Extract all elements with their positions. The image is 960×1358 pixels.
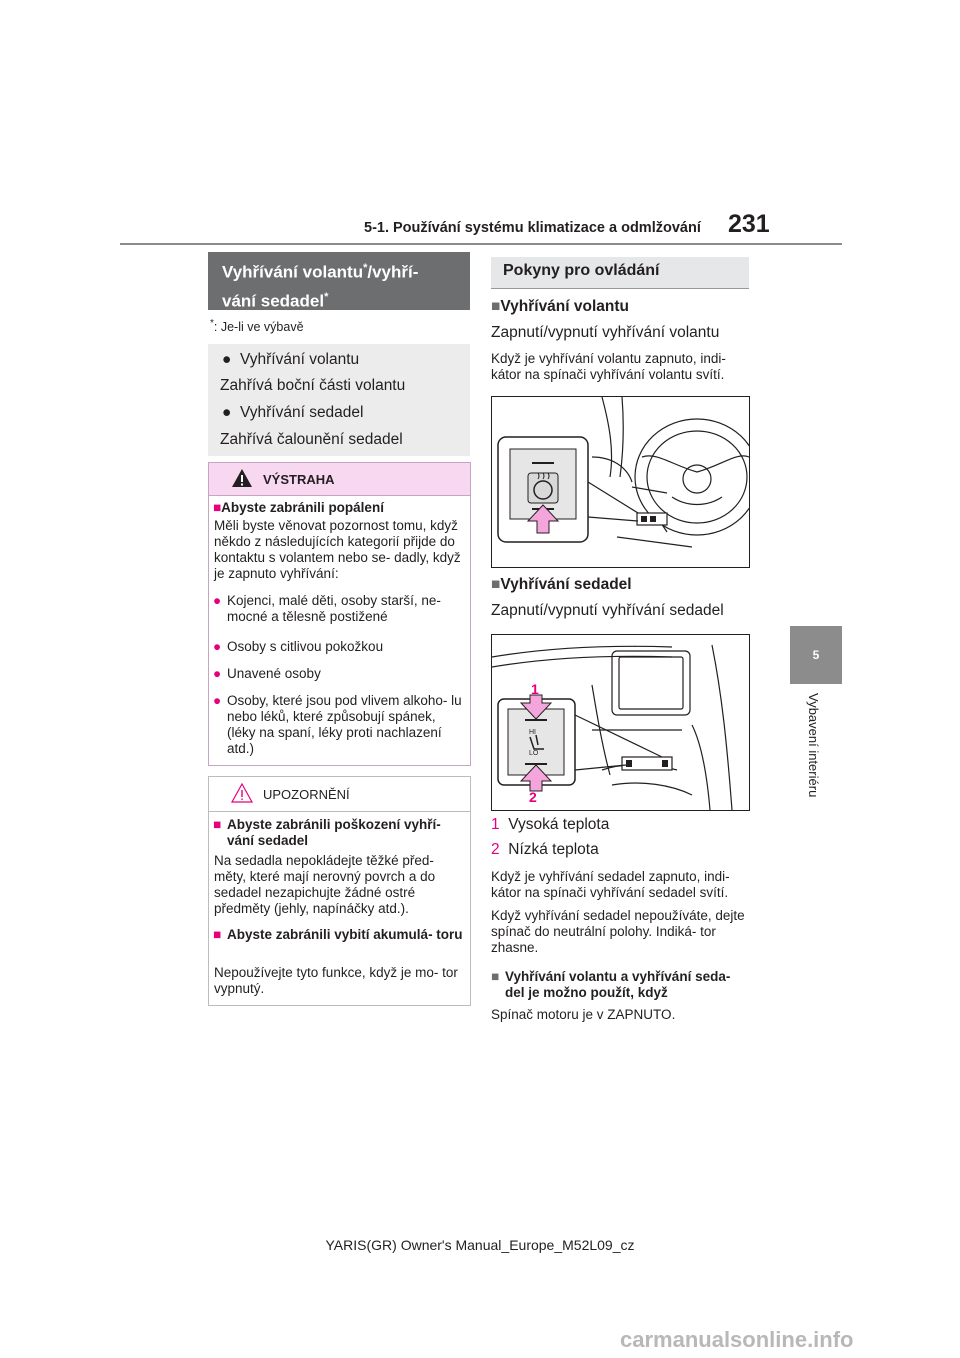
caution-block1-text: Na sedadla nepokládejte těžké před- měty, které mají nerovný povrch a do sedadel nezapichujte žádné ostré předměty (jehly, napínáčky atd.). (214, 853, 436, 916)
warning-header (209, 463, 470, 496)
caution-box (208, 776, 471, 1006)
fig-hi-label: HI (529, 729, 536, 736)
caution-block2-title: ■ Abyste zabránili vybití akumulá- toru (213, 927, 463, 942)
bullet-dot-icon: ● (222, 351, 240, 368)
fig-lo-label: LO (529, 750, 539, 757)
warning-box (208, 462, 471, 766)
pink-dot-icon: ● (213, 639, 222, 654)
feature-desc-1: Zahřívá boční části volantu (220, 377, 406, 394)
legend-text: Vysoká teplota (508, 816, 610, 833)
seat-heading: ■Vyhřívání sedadel (491, 576, 632, 593)
chapter-tab: 5 (790, 626, 842, 684)
section-title: 5-1. Používání systému klimatizace a odmlžování (364, 220, 701, 236)
left-section-heading (208, 252, 470, 310)
square-bullet-icon: ■ (213, 927, 222, 942)
footer-text: YARIS(GR) Owner's Manual_Europe_M52L09_cz (325, 1237, 635, 1253)
legend-num: 2 (491, 841, 500, 858)
seat-heater-figure (491, 634, 750, 811)
dashboard-illustration (492, 635, 749, 810)
warning-intro: Měli byste věnovat pozornost tomu, když někdo z následujících kategorií přijde do kontaktu s volantem nebo se- dadly, když je zapnuto vyhřívání: (214, 518, 461, 581)
heading-text-2: /vyhří- (367, 262, 419, 282)
header-rule (120, 243, 842, 245)
watermark: carmanualsonline.info (620, 1327, 854, 1352)
chapter-label: Vybavení interiéru (806, 693, 821, 798)
caution-header (209, 777, 470, 812)
warning-item-1: ● Kojenci, malé děti, osoby starší, ne- mocné a tělesně postižené (213, 593, 441, 624)
warning-title: VÝSTRAHA (263, 472, 335, 487)
caution-triangle-icon (231, 783, 253, 803)
feature-title-1: ● Vyhřívání volantu (222, 351, 360, 368)
right-section-heading: Pokyny pro ovládání (491, 257, 749, 289)
bullet-dot-icon: ● (222, 404, 240, 421)
steering-wheel-illustration (492, 397, 749, 567)
feature-title-2: ● Vyhřívání sedadel (222, 404, 364, 421)
wheel-action: Zapnutí/vypnutí vyhřívání volantu (491, 324, 720, 341)
feature-desc-2: Zahřívá čalounění sedadel (220, 431, 403, 448)
warning-item-4: ● Osoby, které jsou pod vlivem alkoho- lu nebo léků, které způsobují spánek, (léky na spaní, léky proti nachlazení atd.) (213, 693, 462, 756)
wheel-note: Když je vyhřívání volantu zapnuto, indi- kátor na spínači vyhřívání volantu svítí. (491, 351, 726, 382)
seat-action: Zapnutí/vypnutí vyhřívání sedadel (491, 602, 724, 619)
legend-item-1 (491, 815, 609, 834)
legend-text: Nízká teplota (508, 841, 599, 858)
footnote-star: * (210, 318, 214, 329)
square-bullet-icon: ■ (213, 500, 222, 515)
footnote (210, 318, 304, 334)
legend-num: 1 (491, 816, 500, 833)
info-title: ■ Vyhřívání volantu a vyhřívání seda- del je možno použít, když (491, 969, 731, 1000)
fig-callout-1: 1 (531, 681, 539, 697)
seat-note-1: Když je vyhřívání sedadel zapnuto, indi- kátor na spínači vyhřívání sedadel svítí. (491, 869, 730, 900)
legend-item-2 (491, 840, 599, 859)
fig-callout-2: 2 (529, 789, 537, 805)
footnote-text: : Je-li ve výbavě (213, 320, 304, 335)
feature-box (208, 344, 470, 456)
warning-triangle-icon (231, 468, 253, 488)
square-bullet-icon: ■ (491, 576, 501, 593)
info-text: Spínač motoru je v ZAPNUTO. (491, 1007, 676, 1022)
pink-dot-icon: ● (213, 693, 222, 708)
seat-note-2: Když vyhřívání sedadel nepoužíváte, dejte spínač do neutrální polohy. Indiká- tor zhasne. (491, 908, 745, 955)
heading-text-3: vání sedadel (222, 291, 325, 311)
page-number: 231 (728, 210, 770, 238)
caution-block2-text: Nepoužívejte tyto funkce, když je mo- tor vypnutý. (214, 965, 458, 996)
square-bullet-icon: ■ (491, 298, 501, 315)
heading-text-1: Vyhřívání volantu (222, 262, 364, 282)
pink-dot-icon: ● (213, 666, 222, 681)
heading-star-2: * (324, 290, 329, 303)
warning-subtitle: ■Abyste zabránili popálení (213, 500, 384, 515)
heading-star-1: * (363, 262, 368, 274)
square-bullet-icon: ■ (213, 817, 222, 832)
warning-item-3: ● Unavené osoby (213, 666, 321, 681)
pink-dot-icon: ● (213, 593, 222, 608)
warning-item-2: ● Osoby s citlivou pokožkou (213, 639, 384, 654)
caution-block1-title: ■ Abyste zabránili poškození vyhří- vání sedadel (213, 817, 441, 848)
caution-title: UPOZORNĚNÍ (263, 787, 350, 802)
wheel-heading: ■Vyhřívání volantu (491, 298, 629, 315)
steering-wheel-figure (491, 396, 750, 568)
square-bullet-icon: ■ (491, 969, 500, 984)
